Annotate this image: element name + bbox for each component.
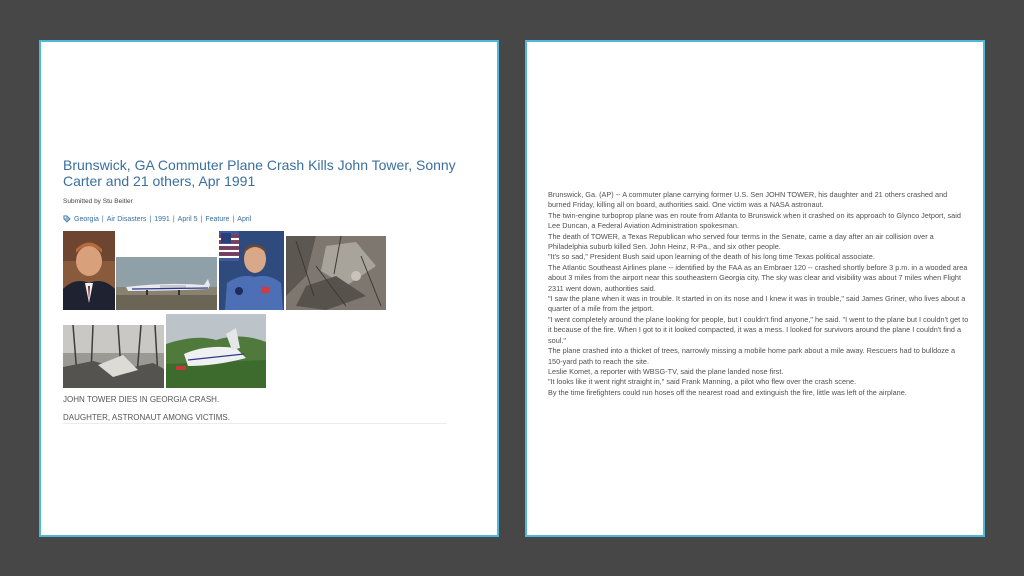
category-link-feature[interactable]: Feature: [205, 215, 230, 223]
article-paragraph: Brunswick, Ga. (AP) -- A commuter plane carrying former U.S. Sen JOHN TOWER, his daughter and 21 others crashed and burned Friday, killing all on board, authorities said. One victim was a NASA astronaut.: [548, 190, 948, 210]
article-byline: Submitted by Stu Beitler: [63, 198, 133, 205]
article-paragraph: The death of TOWER, a Texas Republican who served four terms in the Senate, came a day after an air collision over a Philadelphia suburb killed Sen. John Heinz, R-Pa., and six other people.: [548, 231, 934, 252]
tag-icon: [63, 215, 71, 223]
article-paragraph: Leslie Komet, a reporter with WBSG-TV, said the plane landed nose first.: [548, 366, 784, 376]
left-page: [39, 40, 499, 537]
article-paragraph: The plane crashed into a thicket of trees, narrowly missing a mobile home park about a mile away. Rescuers had to bulldoze a 150-yard path to reach the site.: [548, 346, 956, 366]
category-link-1991[interactable]: 1991: [154, 215, 170, 223]
sonny-carter-astronaut-photo[interactable]: [219, 231, 284, 310]
crash-site-wreckage-photo[interactable]: [286, 236, 386, 310]
category-link-april[interactable]: April: [237, 215, 252, 223]
article-paragraph: The Atlantic Southeast Airlines plane -- identified by the FAA as an Embraer 120 -- crashed shortly before 3 p.m. in a wooded area about 3 miles from the airport near this southeastern Georgia city. The sky was clear and visibility was about 7 miles when Flight 2311 went down, authorities said.: [548, 262, 968, 293]
crash-site-trees-photo[interactable]: [63, 325, 164, 388]
category-link-april-5[interactable]: April 5: [177, 215, 198, 223]
article-body: [548, 190, 970, 398]
article-paragraph: "I saw the plane when it was in trouble. It started in on its nose and I knew it was in trouble," said James Griner, who lives about a quarter of a mile from the jetport.: [548, 294, 966, 314]
category-link-air-disasters[interactable]: Air Disasters: [106, 215, 147, 223]
divider: [63, 423, 447, 424]
article-paragraph: "I went completely around the plane looking for people, but I couldn't find anyone," he said. "I went to the plane but I couldn't get to it because of the fire. When I got to it it looked compacted, it was a mess. I looked for survivors around the plane I couldn't find a soul.": [548, 314, 969, 345]
crashed-plane-fuselage-photo[interactable]: [166, 314, 266, 388]
embraer-plane-photo[interactable]: [116, 257, 217, 310]
article-paragraph: By the time firefighters could run hoses off the nearest road and extinguish the fire, little was left of the airplane.: [548, 387, 907, 397]
category-links: Georgia | Air Disasters | 1991 | April 5 | Feature | April: [63, 215, 251, 223]
article-paragraph: "It's so sad," President Bush said upon learning of the death of his long time Texas political associate.: [548, 252, 875, 262]
article-title: Brunswick, GA Commuter Plane Crash Kills John Tower, Sonny Carter and 21 others, Apr 1991: [63, 157, 456, 189]
john-tower-portrait-photo[interactable]: [63, 231, 115, 310]
caption-tower-dies: JOHN TOWER DIES IN GEORGIA CRASH.: [63, 395, 220, 404]
caption-victims: DAUGHTER, ASTRONAUT AMONG VICTIMS.: [63, 413, 230, 422]
article-paragraph: The twin-engine turboprop plane was en route from Atlanta to Brunswick when it crashed on its approach to Glynco Jetport, said Lee Duncan, a Federal Aviation Administration spokesman.: [548, 210, 961, 231]
right-page: [525, 40, 985, 537]
article-paragraph: "It looks like it went right straight in," said Frank Manning, a pilot who flew over the crash scene.: [548, 377, 857, 387]
category-link-georgia[interactable]: Georgia: [74, 215, 99, 223]
